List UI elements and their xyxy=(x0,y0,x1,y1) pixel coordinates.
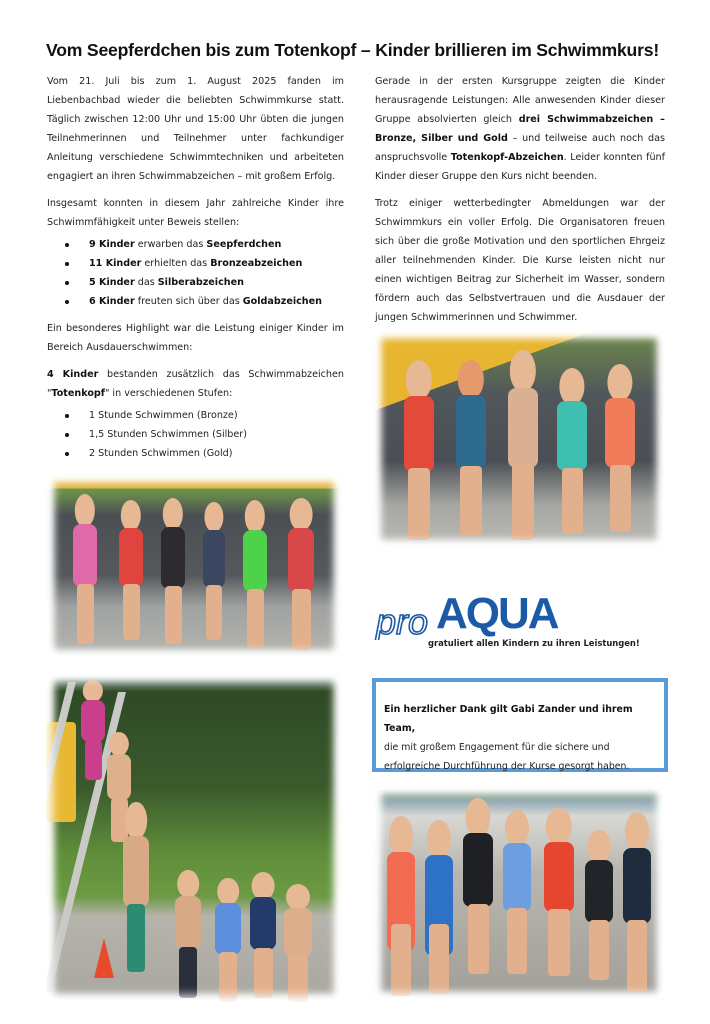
child-figure xyxy=(617,812,657,992)
badge-list-item: 9 Kinder erwarben das Seepferdchen xyxy=(47,235,344,254)
photo-kids-slide-ladder xyxy=(46,672,342,1002)
child-figure xyxy=(537,808,581,976)
level-list-item: 2 Stunden Schwimmen (Gold) xyxy=(47,444,344,463)
badge-list-item: 11 Kinder erhielten das Bronzeabzeichen xyxy=(47,254,344,273)
child-figure xyxy=(579,830,619,980)
photo-five-kids-cheering xyxy=(373,330,665,548)
article-title: Vom Seepferdchen bis zum Totenkopf – Kinder brillieren im Schwimmkurs! xyxy=(46,40,659,60)
child-figure xyxy=(497,810,537,974)
child-figure xyxy=(501,350,545,540)
child-figure xyxy=(397,360,441,540)
child-figure xyxy=(118,802,154,972)
child-figure xyxy=(114,500,148,640)
highlight-paragraph: Ein besonderes Highlight war die Leistung einiger Kinder im Bereich Ausdauerschwimmen: xyxy=(47,323,344,353)
badge-list-item: 6 Kinder freuten sich über das Goldabzeichen xyxy=(47,292,344,311)
traffic-cone xyxy=(94,938,114,978)
svg-text:pro: pro xyxy=(376,601,429,640)
first-group-paragraph: Gerade in der ersten Kursgruppe zeigten die Kinder herausragende Leistungen: Alle anwesenden Kinder dieser Gruppe absolvierten gleich drei Schwimmabzeichen – Bronze, Silber und Gold – und teilweise auch noch das anspruchsvolle Totenkopf-Abzeichen. Leider konnten fünf Kinder dieser Gruppe den Kurs nicht beenden. xyxy=(375,76,665,182)
child-figure xyxy=(282,498,320,650)
proaqua-logo-icon xyxy=(374,580,584,640)
logo-tagline: gratuliert allen Kindern zu ihren Leistungen! xyxy=(428,638,640,648)
child-figure xyxy=(170,870,206,998)
child-figure xyxy=(457,798,499,974)
thanks-text: die mit großem Engagement für die sichere und erfolgreiche Durchführung der Kurse gesorgt haben. xyxy=(384,742,630,772)
intro-paragraph: Vom 21. Juli bis zum 1. August 2025 fanden im Liebenbachbad wieder die beliebten Schwimmkurse statt. Täglich zwischen 12:00 Uhr und 15:00 Uhr übten die jungen Teilnehmerinnen und Teilnehmer unter fachkundiger Anleitung verschiedene Schwimmtechniken und arbeiteten engagiert an ihren Schwimmabzeichen – mit großem Erfolg. xyxy=(47,76,344,182)
badge-list-item: 5 Kinder das Silberabzeichen xyxy=(47,273,344,292)
success-paragraph: Trotz einiger wetterbedingter Abmeldungen war der Schwimmkurs ein voller Erfolg. Die Organisatoren freuen sich über die große Motivation und den sportlichen Ehrgeiz aller teilnehmenden Kinder. Die Kurse leisten nicht nur einen wichtigen Beitrag zur Sicherheit im Wasser, sondern fördern auch das Selbstvertrauen und die Ausdauer der jungen Schwimmerinnen und Schwimmer. xyxy=(375,198,665,323)
left-column xyxy=(47,72,344,471)
child-figure xyxy=(381,816,421,996)
child-figure xyxy=(599,364,641,532)
child-figure xyxy=(419,820,459,994)
level-list-item: 1,5 Stunden Schwimmen (Silber) xyxy=(47,425,344,444)
totenkopf-paragraph: 4 Kinder bestanden zusätzlich das Schwimmabzeichen "Totenkopf" in verschiedenen Stufen: xyxy=(47,369,344,399)
child-figure xyxy=(198,502,230,640)
thanks-heading: Ein herzlicher Dank gilt Gabi Zander und ihrem Team, xyxy=(384,704,633,734)
level-list-item: 1 Stunde Schwimmen (Bronze) xyxy=(47,406,344,425)
badge-list xyxy=(47,235,344,311)
child-figure xyxy=(278,884,318,1002)
summary-paragraph: Insgesamt konnten in diesem Jahr zahlreiche Kinder ihre Schwimmfähigkeit unter Beweis stellen: xyxy=(47,198,344,228)
svg-text:AQUA: AQUA xyxy=(436,589,558,638)
right-column xyxy=(375,72,665,335)
child-figure xyxy=(449,360,493,536)
child-figure xyxy=(244,872,282,998)
child-figure xyxy=(551,368,593,534)
totenkopf-levels-list xyxy=(47,406,344,463)
thanks-box xyxy=(372,678,668,772)
photo-seven-kids-standing xyxy=(373,786,665,1000)
proaqua-logo xyxy=(374,580,584,640)
child-figure xyxy=(238,500,272,648)
child-figure xyxy=(68,494,102,644)
child-figure xyxy=(210,878,246,1002)
photo-six-kids-bench xyxy=(46,474,342,658)
child-figure xyxy=(156,498,190,644)
